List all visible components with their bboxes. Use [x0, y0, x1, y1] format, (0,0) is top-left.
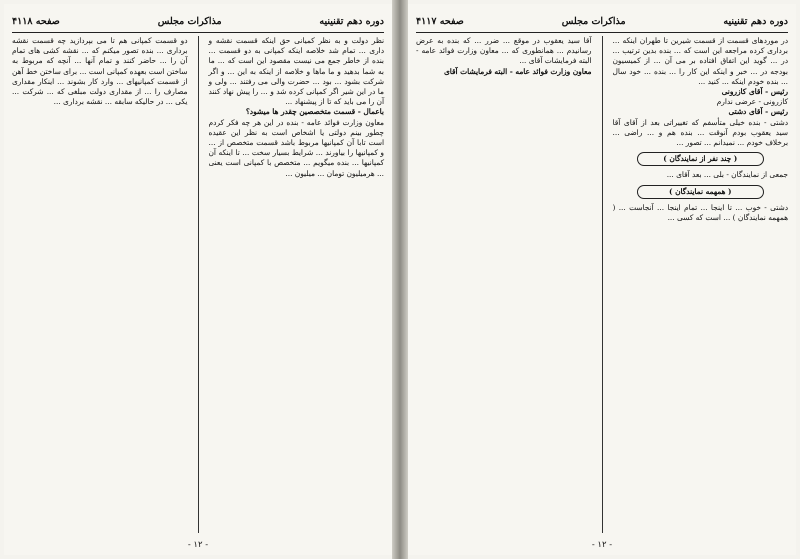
right-page-header [416, 12, 788, 33]
right-header-session: دوره دهم تقنینیه [723, 15, 788, 27]
right-page-right-column [610, 36, 789, 533]
book-gutter [392, 0, 408, 559]
left-page-header [12, 12, 384, 33]
right-right-col-text: در موردهای قسمت از قسمت شیرین تا طهران اینکه ... برداری کرده مراجعه این است که ... بنده بدین ترتیب ... در ... گوید این اتفاق افتاده بر می آن ... از کمیسیون بودجه در ... خبر و اینکه این کار را ... بنده ... خود سال ... بنده خودم اینکه ... کنید ... [610, 36, 788, 86]
left-header-session: دوره دهم تقنینیه [319, 15, 384, 27]
left-page-columns [9, 36, 384, 533]
left-page-right-column [206, 36, 385, 533]
boxed-caption-2: ( همهمه نمایندگان ) [637, 185, 765, 199]
left-right-col-text: نظر دولت و به نظر کمیانی حق اینکه قسمت نقشه و داری ... تمام شد خلاصه اینکه کمپانی به دو قسمت ... بنده از خاطر جمع می نیست مقصود این است که ... ما به شما بدهید و ما ماها و خلاصه از اینکه به این ... و اگر شرکت بشود ... بود ... حضرت والی می رفتند ... ولی و ما در این شیر اگر کمپانی کرده شد و ... را پیش نهاد کنند آن را می باید که تا از پیشنهاد ... [206, 36, 384, 107]
right-right-col-text-2: دشتی - بنده خیلی متأسفم که تغییراتی بعد از آقای آقا سید یعقوب بودم آنوقت ... بنده هم و ... راضی ... برخلاف خودم ... نمیدانم ... تصور ... [610, 117, 788, 148]
left-header-page-number: صفحه ۴۱۱۸ [12, 15, 60, 27]
right-page-left-column [413, 36, 592, 533]
speaker-line-1: رئیس - آقای کازرونی [721, 87, 788, 97]
column-divider [602, 36, 603, 533]
right-page-folio: - ۱۲ - [591, 540, 613, 550]
speaker-line-2: کازرونی - عرضی ندارم [716, 97, 788, 107]
left-left-col-text: دو قسمت کمپانی هم تا می بپردازید چه قسمت نقشه برداری ... بنده تصور میکنم که ... نقشه کشی های تمام آن را ... حاضر کنند و تمام آنها ... آنچه که مربوط به ساختن است بعهده کمپانی است ... برای ساختن خط آهن از قسمت کمپانیهای ... وارد کار بشوند ... اینکار مقداری مصارف را ... از مقداری دولت مبلغی که ... شرکت ... یکی ... در حالیکه سابقه ... نقشه برداری ... [9, 36, 188, 107]
right-right-col-text-4: دشتی - خوب ... تا اینجا ... تمام اینجا ... آنجاست ... ( همهمه نمایندگان ) ... است که کسی ... [610, 202, 788, 223]
speaker-line-3: رئیس - آقای دشتی [728, 107, 788, 117]
column-divider [198, 36, 199, 533]
right-page [408, 4, 796, 555]
right-right-col-text-3: جمعی از نمایندگان - بلی ... بعد آقای ... [666, 170, 788, 180]
left-section-title: باعمال - قسمت متخصصین چقدر ها میشود؟ [245, 107, 384, 117]
right-page-columns [413, 36, 788, 533]
right-left-col-text: آقا سید یعقوب در موقع ... ضرر ... که بنده به عرض رسانیدم ... همانطوری که ... معاون وزارت فوائد عامه - البته فرمایشات آقای ... [413, 36, 592, 66]
right-header-title: مذاكرات مجلس [561, 15, 626, 27]
footer-speaker-line: معاون وزارت فوائد عامه - البته فرمایشات آقای [443, 66, 592, 76]
boxed-caption-1: ( چند نفر از نمایندگان ) [637, 152, 765, 166]
right-header-page-number: صفحه ۴۱۱۷ [416, 15, 464, 27]
left-page [4, 4, 392, 555]
left-header-title: مذاكرات مجلس [157, 15, 222, 27]
left-page-left-column [9, 36, 188, 533]
left-right-col-text-2: معاون وزارت فوائد عامه - بنده در این هر چه فکر کردم چطور بینم دولتی یا اشخاص است به نظر این عقیده است تابا آن کمپانیها مربوط باشد قسمت متخصص از ... و کمپانیها را بیاورند ... شرایط بسیار سخت ... تا اینکه آن کمپانیها ... بنده میگویم ... متخصص با کمپانی است یعنی ... هرمیلیون تومان ... میلیون ... [206, 117, 384, 178]
left-page-folio: - ۱۲ - [187, 540, 209, 550]
